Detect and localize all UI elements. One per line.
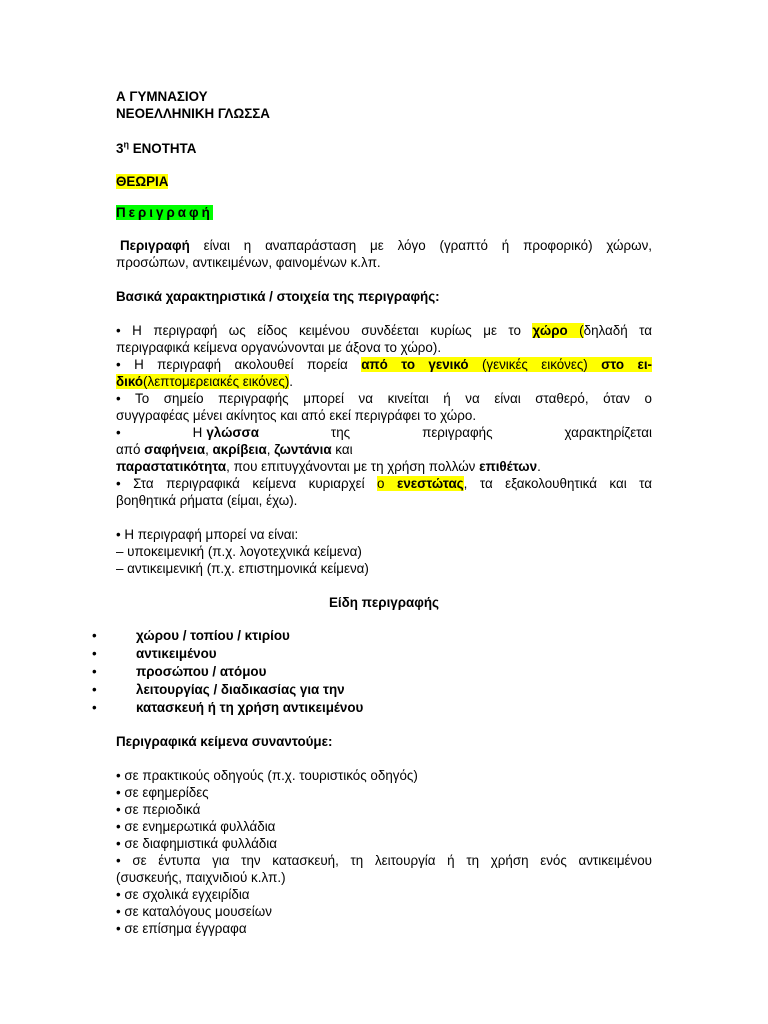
types-item-label: αντικειμένου (136, 646, 217, 661)
feature-4-from: από (116, 442, 145, 457)
feature-4-and: και (331, 442, 353, 457)
where-item: • σε ενημερωτικά φυλλάδια (116, 819, 276, 834)
types-list (92, 627, 652, 717)
types-list-item (92, 663, 652, 681)
where-item: • σε διαφημιστικά φυλλάδια (116, 836, 277, 851)
feature-4-accuracy: ακρίβεια (212, 442, 267, 457)
kinds-intro-line-1: • Η περιγραφή μπορεί να είναι: (116, 527, 299, 542)
types-heading: Είδη περιγραφής (329, 595, 439, 610)
feature-1-text-end: δηλαδή τα (583, 323, 652, 338)
where-item-long-line-1: • σε έντυπα για την κατασκευή, τη λειτουργία ή τη χρήση ενός αντικειμένου (116, 853, 652, 868)
feature-4-word-description: περιγραφής (422, 425, 493, 440)
feature-4-period: . (537, 459, 541, 474)
kinds-intro-line-3: – αντικειμενική (π.χ. επιστημονικά κείμενα) (116, 561, 369, 576)
feature-2-specific-start: στο ει- (601, 357, 653, 372)
types-item-label: λειτουργίας / διαδικασίας για την (136, 682, 345, 697)
document-content (92, 88, 653, 937)
where-item: • σε περιοδικά (116, 802, 201, 817)
bullet-icon: • (92, 700, 97, 715)
feature-2-highlight (361, 357, 652, 372)
feature-5-present-tense: ενεστώτας (396, 476, 464, 491)
types-list-item (92, 645, 652, 663)
bullet-icon: • (92, 646, 97, 661)
types-list-item (92, 681, 652, 699)
features-heading: Βασικά χαρακτηριστικά / στοιχεία της περιγραφής: (116, 289, 440, 304)
feature-4-vividness: ζωντάνια (274, 442, 332, 457)
unit-superscript: η (123, 139, 129, 150)
feature-3-line-2: συγγραφέας μένει ακίνητος και από εκεί περιγράφει το χώρο. (116, 408, 477, 423)
feature-1-highlight (532, 323, 583, 338)
feature-4-word-of: της (330, 425, 351, 440)
feature-2-specific-note: (λεπτομερειακές εικόνες) (143, 374, 290, 389)
feature-3-line-1: • Το σημείο περιγραφής μπορεί να κινείται ή να είναι σταθερό, όταν ο (116, 391, 652, 406)
feature-1-line-2: περιγραφικά κείμενα οργανώνονται με άξονα το χώρο). (116, 340, 442, 355)
feature-2-general-note: (γενικές εικόνες) (468, 357, 602, 372)
where-item: • σε καταλόγους μουσείων (116, 904, 272, 919)
types-list-item (92, 699, 652, 717)
feature-4-line-1 (116, 424, 652, 441)
definition-term: Περιγραφή (120, 238, 190, 253)
where-item: • σε επίσημα έγγραφα (116, 921, 247, 936)
feature-2-highlight-2 (116, 374, 289, 389)
kinds-intro-line-2: – υποκειμενική (π.χ. λογοτεχνικά κείμενα) (116, 544, 362, 559)
feature-4-bullet: • (116, 425, 121, 440)
feature-4-picturesqueness: παραστατικότητα (116, 459, 227, 474)
school-title: Α ΓΥΜΝΑΣΙΟΥ (116, 89, 208, 104)
bullet-icon: • (92, 682, 97, 697)
where-item: • σε πρακτικούς οδηγούς (π.χ. τουριστικός οδηγός) (116, 768, 418, 783)
feature-2-period: . (289, 374, 294, 389)
where-item: • σε εφημερίδες (116, 785, 209, 800)
unit-title (116, 140, 652, 157)
feature-5-text-end: , τα εξακολουθητικά και τα (463, 476, 652, 491)
bullet-icon: • (92, 628, 97, 643)
feature-4-comma-2: , (266, 442, 275, 457)
types-item-label: κατασκευή ή τη χρήση αντικειμένου (136, 700, 364, 715)
where-heading: Περιγραφικά κείμενα συναντούμε: (116, 734, 333, 749)
feature-4-word-article: Η (192, 425, 203, 440)
feature-4-word-language: γλώσσα (206, 425, 259, 440)
feature-5-article: ο (377, 476, 397, 491)
feature-1-paren: ( (567, 323, 584, 338)
feature-2-line-1 (116, 356, 652, 373)
feature-4-adjectives: επιθέτων (479, 459, 538, 474)
theory-label: ΘΕΩΡΙΑ (116, 174, 169, 189)
types-item-label: χώρου / τοπίου / κτιρίου (136, 628, 290, 643)
feature-5-highlight (377, 476, 464, 491)
feature-2-text: • Η περιγραφή ακολουθεί πορεία (116, 357, 362, 372)
types-list-item (92, 627, 652, 645)
feature-2-specific-end: δικό (116, 374, 144, 389)
theory-heading (116, 173, 652, 190)
subject-title: ΝΕΟΕΛΛΗΝΙΚΗ ΓΛΩΣΣΑ (116, 106, 270, 121)
feature-1-space-word: χώρο (532, 323, 568, 338)
feature-4-comma-1: , (205, 442, 213, 457)
feature-5-line-2: βοηθητικά ρήματα (είμαι, έχω). (116, 493, 298, 508)
unit-number: 3 (116, 141, 124, 156)
definition-text: είναι η αναπαράσταση με λόγο (γραπτό ή προφορικό) χώρων, (189, 238, 652, 253)
feature-1-text: • Η περιγραφή ως είδος κειμένου συνδέεται κυρίως με το (116, 323, 533, 338)
bullet-icon: • (92, 664, 97, 679)
where-item: • σε σχολικά εγχειρίδια (116, 887, 250, 902)
feature-2-general: από το γενικό (361, 357, 469, 372)
feature-4-word-characterized: χαρακτηρίζεται (564, 425, 652, 440)
feature-1-line-1 (116, 322, 652, 339)
unit-word: ΕΝΟΤΗΤΑ (132, 141, 197, 156)
feature-4-rest: , που επιτυγχάνονται με τη χρήση πολλών (226, 459, 480, 474)
definition-line-1 (116, 237, 652, 254)
feature-5-line-1 (116, 475, 652, 492)
topic-heading (116, 204, 652, 221)
feature-4-line-2 (116, 441, 652, 458)
feature-5-text: • Στα περιγραφικά κείμενα κυριαρχεί (116, 476, 378, 491)
feature-4-clarity: σαφήνεια (144, 442, 206, 457)
feature-4-line-3 (116, 458, 652, 475)
types-item-label: προσώπου / ατόμου (136, 664, 267, 679)
feature-2-line-2 (116, 373, 652, 390)
where-item-long-line-2: (συσκευής, παιχνιδιού κ.λπ.) (116, 870, 286, 885)
definition-line-2: προσώπων, αντικειμένων, φαινομένων κ.λπ. (116, 255, 381, 270)
topic-label: Περιγραφή (116, 205, 213, 220)
